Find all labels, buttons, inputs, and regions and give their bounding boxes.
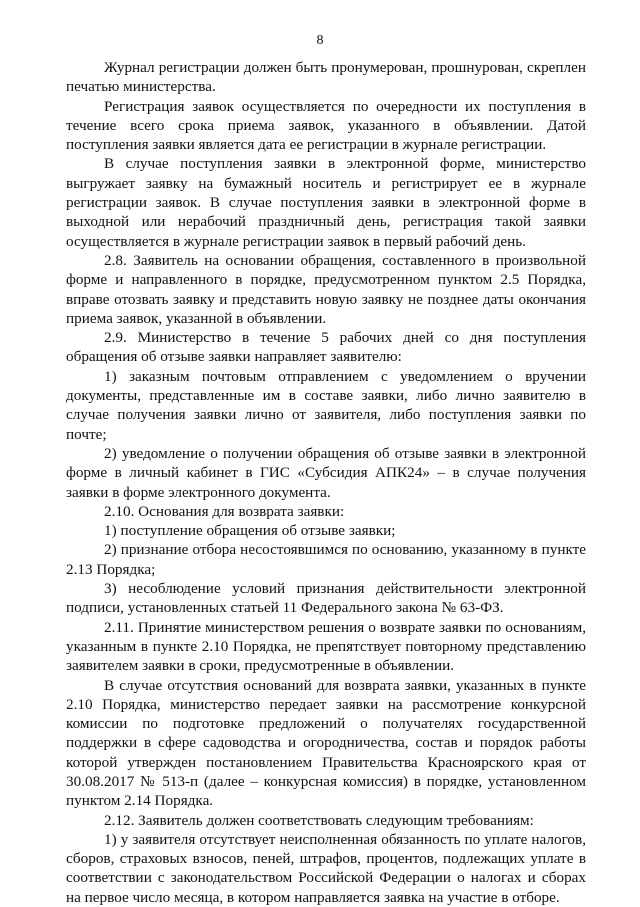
paragraph: 2.12. Заявитель должен соответствовать следующим требованиям: bbox=[104, 811, 534, 829]
paragraph: 2.10. Основания для возврата заявки: bbox=[104, 502, 345, 520]
paragraph: Регистрация заявок осуществляется по очередности их поступления в течение всего срока приема заявок, указанного в объявлении. Датой поступления заявки является дата ее регистрации в журнале регистрации. bbox=[66, 97, 586, 154]
paragraph: 2) признание отбора несостоявшимся по основанию, указанному в пункте 2.13 Порядка; bbox=[66, 541, 586, 578]
paragraph: 3) несоблюдение условий признания действительности электронной подписи, установленных статьей 11 Федерального закона № 63-ФЗ. bbox=[66, 580, 586, 617]
paragraph: 2) уведомление о получении обращения об отзыве заявки в электронной форме в личный кабинет в ГИС «Субсидия АПК24» – в случае получения заявки в форме электронного документа. bbox=[66, 444, 586, 501]
paragraph: 1) поступление обращения об отзыве заявки; bbox=[104, 522, 396, 540]
paragraph: В случае поступления заявки в электронной форме, министерство выгружает заявку на бумажный носитель и регистрирует ее в журнале регистрации заявок. В случае поступления заявки в электронной форме в выходной или нерабочий праздничный день, регистрация такой заявки осуществляется в журнале регистрации заявок в первый рабочий день. bbox=[66, 155, 586, 250]
paragraph: 2.8. Заявитель на основании обращения, составленного в произвольной форме и направленного в порядке, предусмотренном пунктом 2.5 Порядка, вправе отозвать заявку и представить новую заявку не позднее даты окончания приема заявок, указанной в объявлении. bbox=[66, 251, 586, 327]
paragraph: 2.9. Министерство в течение 5 рабочих дней со дня поступления обращения об отзыве заявки направляет заявителю: bbox=[66, 329, 586, 366]
paragraph: 2.11. Принятие министерством решения о возврате заявки по основаниям, указанным в пункте 2.10 Порядка, не препятствует повторному представлению заявителем заявки в сроки, предусмотренные в объявлении. bbox=[66, 618, 586, 675]
page-number: 8 bbox=[316, 33, 324, 48]
paragraph: Журнал регистрации должен быть пронумерован, прошнурован, скреплен печатью министерства. bbox=[66, 59, 586, 96]
paragraph: 1) у заявителя отсутствует неисполненная обязанность по уплате налогов, сборов, страховых взносов, пеней, штрафов, процентов, подлежащих уплате в соответствии с законодательством Российской Федерации о налогах и сборах на первое число месяца, в котором направляется заявка на участие в отборе. bbox=[66, 830, 586, 906]
paragraph: В случае отсутствия оснований для возврата заявки, указанных в пункте 2.10 Порядка, министерство передает заявки на рассмотрение конкурсной комиссии по подготовке предложений о получателях государственной поддержки в сфере садоводства и огородничества, состав и порядок работы которой утвержден постановлением Правительства Красноярского края от 30.08.2017 № 513-п (далее – конкурсная комиссия) в порядке, установленном пунктом 2.14 Порядка. bbox=[66, 676, 586, 810]
paragraph: 1) заказным почтовым отправлением с уведомлением о вручении документы, представленные им в составе заявки, либо лично заявителю в случае получения заявки лично от заявителя, либо поступления заявки по почте; bbox=[66, 367, 586, 443]
document-body bbox=[66, 58, 586, 907]
